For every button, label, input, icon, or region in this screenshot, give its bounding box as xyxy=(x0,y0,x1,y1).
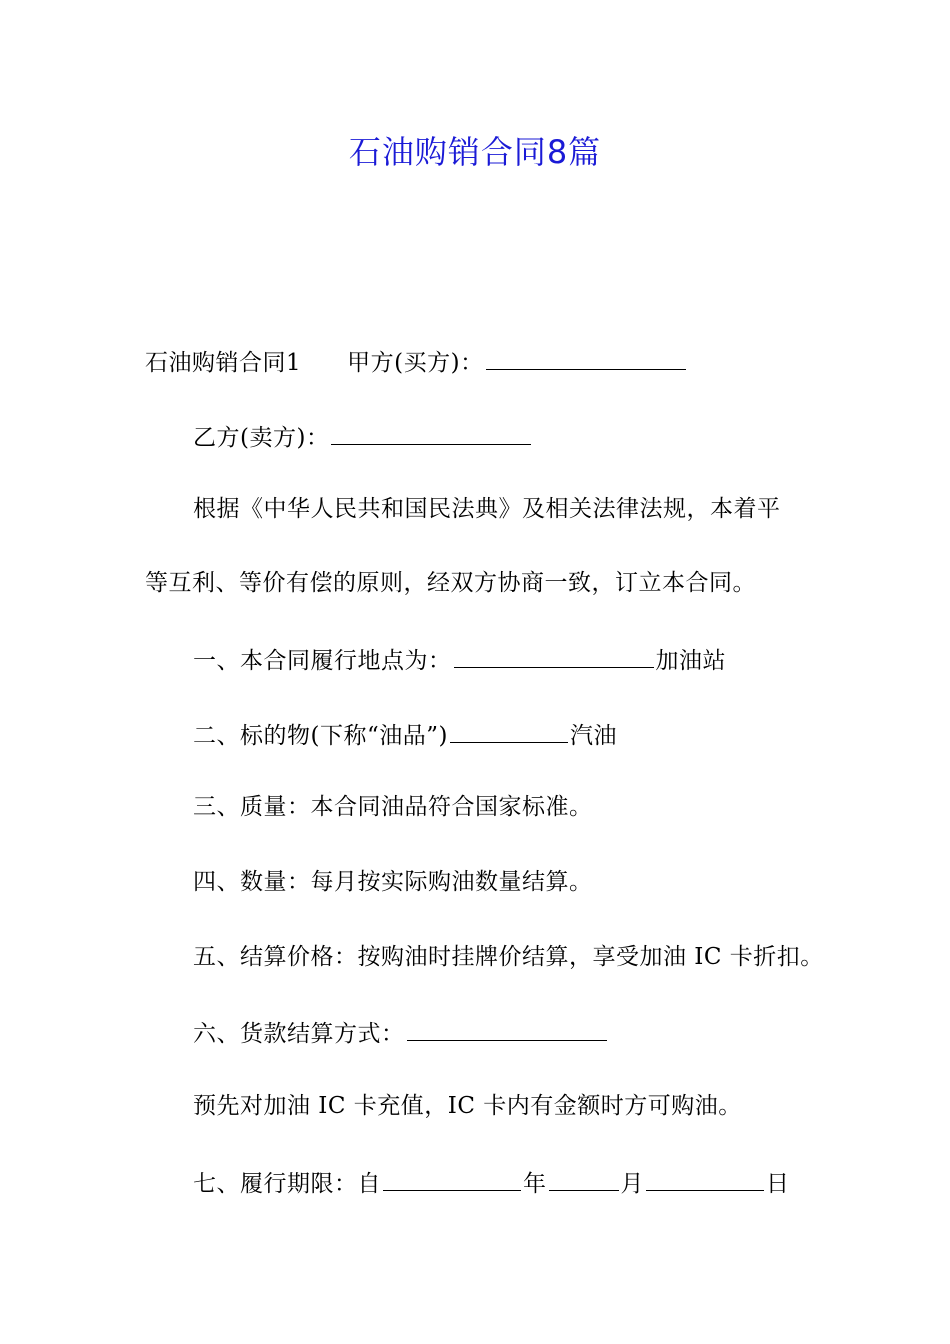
paragraph-line: 等互利、等价有偿的原则，经双方协商一致，订立本合同。 xyxy=(145,570,756,596)
product-blank xyxy=(450,716,568,743)
contract-heading-line xyxy=(145,343,688,380)
clause-2-label: 二、标的物(下称“油品”) xyxy=(193,723,448,749)
clause-2-suffix: 汽油 xyxy=(569,723,617,749)
payment-method-blank xyxy=(407,1014,607,1041)
month-label: 月 xyxy=(620,1171,644,1197)
party-b-line xyxy=(193,418,533,455)
clause-1-line xyxy=(193,641,726,678)
location-blank xyxy=(454,641,654,668)
clause-1-label: 一、本合同履行地点为： xyxy=(193,648,452,674)
clause-5-line: 五、结算价格：按购油时挂牌价结算，享受加油 IC 卡折扣。 xyxy=(193,944,824,970)
month-blank xyxy=(549,1164,619,1191)
paragraph-line: 根据《中华人民共和国民法典》及相关法律法规，本着平 xyxy=(193,496,781,522)
year-label: 年 xyxy=(523,1171,547,1197)
year-blank xyxy=(383,1164,521,1191)
clause-6-line xyxy=(193,1014,609,1051)
party-a-label: 甲方(买方)： xyxy=(347,350,484,376)
document-title: 石油购销合同8篇 xyxy=(348,133,602,171)
clause-3-line: 三、质量：本合同油品符合国家标准。 xyxy=(193,794,593,820)
contract-number-label: 石油购销合同1 xyxy=(145,350,302,376)
party-b-blank xyxy=(331,418,531,445)
clause-7-label: 七、履行期限：自 xyxy=(193,1171,381,1197)
clause-2-line xyxy=(193,716,617,753)
party-a-blank xyxy=(486,343,686,370)
party-b-label: 乙方(卖方)： xyxy=(193,425,330,451)
clause-4-line: 四、数量：每月按实际购油数量结算。 xyxy=(193,869,593,895)
day-blank xyxy=(646,1164,764,1191)
clause-7-line xyxy=(193,1164,790,1201)
clause-1-suffix: 加油站 xyxy=(655,648,726,674)
prepay-line: 预先对加油 IC 卡充值，IC 卡内有金额时方可购油。 xyxy=(193,1093,742,1119)
day-label: 日 xyxy=(766,1171,790,1197)
clause-6-label: 六、货款结算方式： xyxy=(193,1021,405,1047)
